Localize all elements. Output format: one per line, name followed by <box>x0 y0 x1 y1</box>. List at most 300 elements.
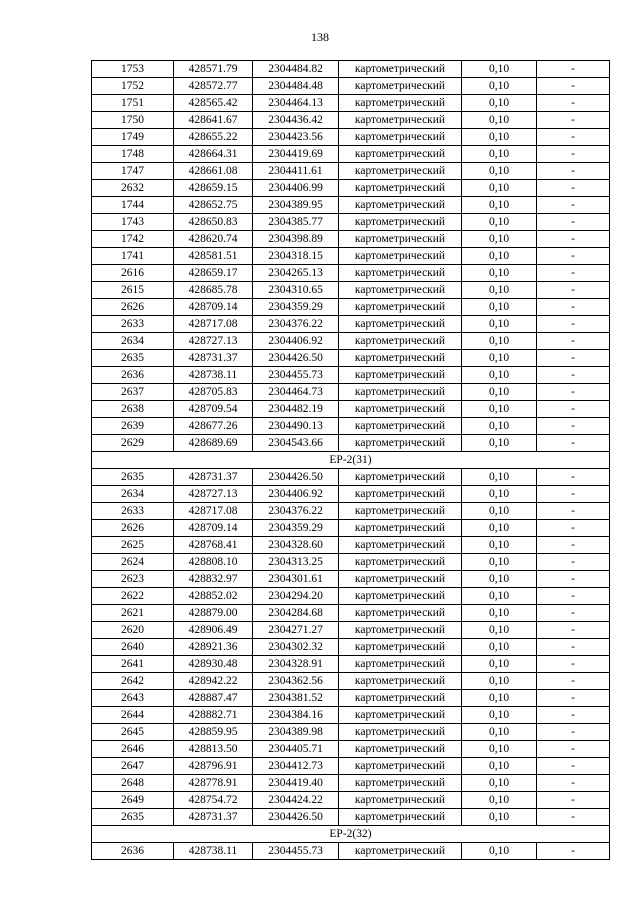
point-number-cell: 2622 <box>92 588 174 605</box>
table-row <box>92 299 610 316</box>
y-coordinate-cell: 2304464.73 <box>253 384 339 401</box>
note-cell: - <box>537 843 610 860</box>
note-cell: - <box>537 248 610 265</box>
accuracy-cell: 0,10 <box>462 401 537 418</box>
method-cell: картометрический <box>339 486 462 503</box>
y-coordinate-cell: 2304411.61 <box>253 163 339 180</box>
table-row <box>92 809 610 826</box>
note-cell: - <box>537 537 610 554</box>
x-coordinate-cell: 428813.50 <box>174 741 253 758</box>
point-number-cell: 1742 <box>92 231 174 248</box>
page-number: 138 <box>311 30 329 44</box>
table-row <box>92 571 610 588</box>
table-row <box>92 282 610 299</box>
point-number-cell: 2649 <box>92 792 174 809</box>
note-cell: - <box>537 418 610 435</box>
y-coordinate-cell: 2304385.77 <box>253 214 339 231</box>
x-coordinate-cell: 428709.14 <box>174 520 253 537</box>
accuracy-cell: 0,10 <box>462 656 537 673</box>
x-coordinate-cell: 428571.79 <box>174 61 253 78</box>
note-cell: - <box>537 316 610 333</box>
x-coordinate-cell: 428664.31 <box>174 146 253 163</box>
coordinates-table <box>91 60 610 860</box>
note-cell: - <box>537 333 610 350</box>
accuracy-cell: 0,10 <box>462 180 537 197</box>
y-coordinate-cell: 2304412.73 <box>253 758 339 775</box>
y-coordinate-cell: 2304455.73 <box>253 843 339 860</box>
note-cell: - <box>537 112 610 129</box>
y-coordinate-cell: 2304426.50 <box>253 350 339 367</box>
x-coordinate-cell: 428808.10 <box>174 554 253 571</box>
table-row <box>92 61 610 78</box>
accuracy-cell: 0,10 <box>462 741 537 758</box>
note-cell: - <box>537 571 610 588</box>
y-coordinate-cell: 2304484.82 <box>253 61 339 78</box>
accuracy-cell: 0,10 <box>462 639 537 656</box>
method-cell: картометрический <box>339 707 462 724</box>
section-label: ЕР-2(32) <box>92 826 610 843</box>
point-number-cell: 2643 <box>92 690 174 707</box>
point-number-cell: 1741 <box>92 248 174 265</box>
note-cell: - <box>537 588 610 605</box>
method-cell: картометрический <box>339 333 462 350</box>
accuracy-cell: 0,10 <box>462 95 537 112</box>
y-coordinate-cell: 2304384.16 <box>253 707 339 724</box>
x-coordinate-cell: 428796.91 <box>174 758 253 775</box>
note-cell: - <box>537 486 610 503</box>
method-cell: картометрический <box>339 639 462 656</box>
note-cell: - <box>537 724 610 741</box>
x-coordinate-cell: 428652.75 <box>174 197 253 214</box>
table-row <box>92 265 610 282</box>
y-coordinate-cell: 2304419.40 <box>253 775 339 792</box>
point-number-cell: 2634 <box>92 486 174 503</box>
table-row <box>92 435 610 452</box>
x-coordinate-cell: 428677.26 <box>174 418 253 435</box>
x-coordinate-cell: 428685.78 <box>174 282 253 299</box>
table-row <box>92 78 610 95</box>
y-coordinate-cell: 2304284.68 <box>253 605 339 622</box>
table-row <box>92 605 610 622</box>
y-coordinate-cell: 2304426.50 <box>253 469 339 486</box>
accuracy-cell: 0,10 <box>462 197 537 214</box>
point-number-cell: 2645 <box>92 724 174 741</box>
method-cell: картометрический <box>339 741 462 758</box>
x-coordinate-cell: 428659.15 <box>174 180 253 197</box>
point-number-cell: 2637 <box>92 384 174 401</box>
accuracy-cell: 0,10 <box>462 384 537 401</box>
note-cell: - <box>537 554 610 571</box>
note-cell: - <box>537 622 610 639</box>
method-cell: картометрический <box>339 214 462 231</box>
x-coordinate-cell: 428727.13 <box>174 333 253 350</box>
table-row <box>92 214 610 231</box>
method-cell: картометрический <box>339 775 462 792</box>
table-row <box>92 469 610 486</box>
point-number-cell: 2640 <box>92 639 174 656</box>
y-coordinate-cell: 2304464.13 <box>253 95 339 112</box>
point-number-cell: 2616 <box>92 265 174 282</box>
table-row <box>92 418 610 435</box>
note-cell: - <box>537 690 610 707</box>
method-cell: картометрический <box>339 418 462 435</box>
point-number-cell: 2623 <box>92 571 174 588</box>
x-coordinate-cell: 428717.08 <box>174 503 253 520</box>
table-row <box>92 248 610 265</box>
note-cell: - <box>537 673 610 690</box>
x-coordinate-cell: 428754.72 <box>174 792 253 809</box>
point-number-cell: 2642 <box>92 673 174 690</box>
x-coordinate-cell: 428859.95 <box>174 724 253 741</box>
method-cell: картометрический <box>339 605 462 622</box>
point-number-cell: 2621 <box>92 605 174 622</box>
accuracy-cell: 0,10 <box>462 707 537 724</box>
y-coordinate-cell: 2304455.73 <box>253 367 339 384</box>
accuracy-cell: 0,10 <box>462 316 537 333</box>
table-row <box>92 384 610 401</box>
accuracy-cell: 0,10 <box>462 367 537 384</box>
point-number-cell: 2635 <box>92 469 174 486</box>
note-cell: - <box>537 146 610 163</box>
y-coordinate-cell: 2304406.92 <box>253 486 339 503</box>
x-coordinate-cell: 428731.37 <box>174 469 253 486</box>
y-coordinate-cell: 2304318.15 <box>253 248 339 265</box>
accuracy-cell: 0,10 <box>462 673 537 690</box>
method-cell: картометрический <box>339 265 462 282</box>
accuracy-cell: 0,10 <box>462 758 537 775</box>
y-coordinate-cell: 2304424.22 <box>253 792 339 809</box>
accuracy-cell: 0,10 <box>462 248 537 265</box>
table-row <box>92 758 610 775</box>
accuracy-cell: 0,10 <box>462 333 537 350</box>
point-number-cell: 1753 <box>92 61 174 78</box>
note-cell: - <box>537 639 610 656</box>
point-number-cell: 1748 <box>92 146 174 163</box>
method-cell: картометрический <box>339 299 462 316</box>
note-cell: - <box>537 792 610 809</box>
accuracy-cell: 0,10 <box>462 724 537 741</box>
x-coordinate-cell: 428731.37 <box>174 809 253 826</box>
x-coordinate-cell: 428906.49 <box>174 622 253 639</box>
method-cell: картометрический <box>339 673 462 690</box>
note-cell: - <box>537 435 610 452</box>
table-row <box>92 792 610 809</box>
x-coordinate-cell: 428930.48 <box>174 656 253 673</box>
table-row <box>92 673 610 690</box>
method-cell: картометрический <box>339 588 462 605</box>
note-cell: - <box>537 775 610 792</box>
y-coordinate-cell: 2304302.32 <box>253 639 339 656</box>
point-number-cell: 2634 <box>92 333 174 350</box>
table-row <box>92 95 610 112</box>
section-label: ЕР-2(31) <box>92 452 610 469</box>
method-cell: картометрический <box>339 316 462 333</box>
table-row <box>92 401 610 418</box>
accuracy-cell: 0,10 <box>462 622 537 639</box>
method-cell: картометрический <box>339 282 462 299</box>
table-row <box>92 197 610 214</box>
note-cell: - <box>537 265 610 282</box>
point-number-cell: 2633 <box>92 503 174 520</box>
accuracy-cell: 0,10 <box>462 282 537 299</box>
note-cell: - <box>537 214 610 231</box>
y-coordinate-cell: 2304405.71 <box>253 741 339 758</box>
coordinates-table-body <box>92 61 610 860</box>
point-number-cell: 2615 <box>92 282 174 299</box>
table-row <box>92 503 610 520</box>
note-cell: - <box>537 61 610 78</box>
point-number-cell: 2648 <box>92 775 174 792</box>
x-coordinate-cell: 428738.11 <box>174 843 253 860</box>
method-cell: картометрический <box>339 792 462 809</box>
x-coordinate-cell: 428778.91 <box>174 775 253 792</box>
method-cell: картометрический <box>339 197 462 214</box>
method-cell: картометрический <box>339 435 462 452</box>
method-cell: картометрический <box>339 503 462 520</box>
point-number-cell: 1744 <box>92 197 174 214</box>
accuracy-cell: 0,10 <box>462 350 537 367</box>
table-row <box>92 146 610 163</box>
x-coordinate-cell: 428852.02 <box>174 588 253 605</box>
x-coordinate-cell: 428565.42 <box>174 95 253 112</box>
point-number-cell: 2646 <box>92 741 174 758</box>
table-row <box>92 690 610 707</box>
y-coordinate-cell: 2304362.56 <box>253 673 339 690</box>
method-cell: картометрический <box>339 350 462 367</box>
y-coordinate-cell: 2304359.29 <box>253 299 339 316</box>
table-row <box>92 656 610 673</box>
y-coordinate-cell: 2304328.91 <box>253 656 339 673</box>
method-cell: картометрический <box>339 520 462 537</box>
table-row <box>92 622 610 639</box>
point-number-cell: 1747 <box>92 163 174 180</box>
accuracy-cell: 0,10 <box>462 112 537 129</box>
table-row <box>92 639 610 656</box>
x-coordinate-cell: 428659.17 <box>174 265 253 282</box>
accuracy-cell: 0,10 <box>462 214 537 231</box>
note-cell: - <box>537 707 610 724</box>
note-cell: - <box>537 282 610 299</box>
section-header-row <box>92 452 610 469</box>
accuracy-cell: 0,10 <box>462 163 537 180</box>
note-cell: - <box>537 809 610 826</box>
x-coordinate-cell: 428882.71 <box>174 707 253 724</box>
table-row <box>92 112 610 129</box>
point-number-cell: 1751 <box>92 95 174 112</box>
y-coordinate-cell: 2304484.48 <box>253 78 339 95</box>
note-cell: - <box>537 384 610 401</box>
note-cell: - <box>537 231 610 248</box>
x-coordinate-cell: 428942.22 <box>174 673 253 690</box>
x-coordinate-cell: 428689.69 <box>174 435 253 452</box>
accuracy-cell: 0,10 <box>462 435 537 452</box>
point-number-cell: 1743 <box>92 214 174 231</box>
point-number-cell: 2626 <box>92 299 174 316</box>
method-cell: картометрический <box>339 656 462 673</box>
note-cell: - <box>537 163 610 180</box>
note-cell: - <box>537 367 610 384</box>
x-coordinate-cell: 428832.97 <box>174 571 253 588</box>
x-coordinate-cell: 428879.00 <box>174 605 253 622</box>
accuracy-cell: 0,10 <box>462 265 537 282</box>
method-cell: картометрический <box>339 537 462 554</box>
point-number-cell: 2647 <box>92 758 174 775</box>
method-cell: картометрический <box>339 724 462 741</box>
accuracy-cell: 0,10 <box>462 78 537 95</box>
table-row <box>92 231 610 248</box>
y-coordinate-cell: 2304301.61 <box>253 571 339 588</box>
point-number-cell: 1749 <box>92 129 174 146</box>
note-cell: - <box>537 350 610 367</box>
table-row <box>92 537 610 554</box>
accuracy-cell: 0,10 <box>462 418 537 435</box>
section-header-row <box>92 826 610 843</box>
x-coordinate-cell: 428620.74 <box>174 231 253 248</box>
method-cell: картометрический <box>339 401 462 418</box>
y-coordinate-cell: 2304398.89 <box>253 231 339 248</box>
point-number-cell: 2636 <box>92 843 174 860</box>
point-number-cell: 2641 <box>92 656 174 673</box>
accuracy-cell: 0,10 <box>462 129 537 146</box>
note-cell: - <box>537 741 610 758</box>
accuracy-cell: 0,10 <box>462 146 537 163</box>
accuracy-cell: 0,10 <box>462 554 537 571</box>
method-cell: картометрический <box>339 163 462 180</box>
y-coordinate-cell: 2304490.13 <box>253 418 339 435</box>
x-coordinate-cell: 428709.54 <box>174 401 253 418</box>
note-cell: - <box>537 605 610 622</box>
method-cell: картометрический <box>339 146 462 163</box>
x-coordinate-cell: 428661.08 <box>174 163 253 180</box>
point-number-cell: 2639 <box>92 418 174 435</box>
y-coordinate-cell: 2304359.29 <box>253 520 339 537</box>
x-coordinate-cell: 428572.77 <box>174 78 253 95</box>
accuracy-cell: 0,10 <box>462 588 537 605</box>
y-coordinate-cell: 2304389.95 <box>253 197 339 214</box>
note-cell: - <box>537 656 610 673</box>
point-number-cell: 2629 <box>92 435 174 452</box>
table-row <box>92 163 610 180</box>
accuracy-cell: 0,10 <box>462 843 537 860</box>
y-coordinate-cell: 2304406.92 <box>253 333 339 350</box>
table-row <box>92 588 610 605</box>
x-coordinate-cell: 428709.14 <box>174 299 253 316</box>
accuracy-cell: 0,10 <box>462 61 537 78</box>
method-cell: картометрический <box>339 248 462 265</box>
y-coordinate-cell: 2304389.98 <box>253 724 339 741</box>
x-coordinate-cell: 428887.47 <box>174 690 253 707</box>
method-cell: картометрический <box>339 180 462 197</box>
point-number-cell: 2635 <box>92 350 174 367</box>
point-number-cell: 1750 <box>92 112 174 129</box>
table-row <box>92 180 610 197</box>
note-cell: - <box>537 520 610 537</box>
table-row <box>92 554 610 571</box>
point-number-cell: 1752 <box>92 78 174 95</box>
point-number-cell: 2620 <box>92 622 174 639</box>
note-cell: - <box>537 197 610 214</box>
point-number-cell: 2636 <box>92 367 174 384</box>
y-coordinate-cell: 2304543.66 <box>253 435 339 452</box>
accuracy-cell: 0,10 <box>462 503 537 520</box>
accuracy-cell: 0,10 <box>462 792 537 809</box>
x-coordinate-cell: 428738.11 <box>174 367 253 384</box>
point-number-cell: 2624 <box>92 554 174 571</box>
table-row <box>92 520 610 537</box>
point-number-cell: 2632 <box>92 180 174 197</box>
accuracy-cell: 0,10 <box>462 231 537 248</box>
method-cell: картометрический <box>339 384 462 401</box>
y-coordinate-cell: 2304265.13 <box>253 265 339 282</box>
point-number-cell: 2625 <box>92 537 174 554</box>
point-number-cell: 2644 <box>92 707 174 724</box>
method-cell: картометрический <box>339 129 462 146</box>
table-row <box>92 367 610 384</box>
accuracy-cell: 0,10 <box>462 690 537 707</box>
method-cell: картометрический <box>339 78 462 95</box>
note-cell: - <box>537 129 610 146</box>
y-coordinate-cell: 2304376.22 <box>253 316 339 333</box>
note-cell: - <box>537 180 610 197</box>
method-cell: картометрический <box>339 554 462 571</box>
y-coordinate-cell: 2304313.25 <box>253 554 339 571</box>
accuracy-cell: 0,10 <box>462 299 537 316</box>
note-cell: - <box>537 95 610 112</box>
y-coordinate-cell: 2304328.60 <box>253 537 339 554</box>
method-cell: картометрический <box>339 112 462 129</box>
accuracy-cell: 0,10 <box>462 486 537 503</box>
method-cell: картометрический <box>339 758 462 775</box>
table-row <box>92 775 610 792</box>
x-coordinate-cell: 428717.08 <box>174 316 253 333</box>
y-coordinate-cell: 2304436.42 <box>253 112 339 129</box>
accuracy-cell: 0,10 <box>462 537 537 554</box>
y-coordinate-cell: 2304482.19 <box>253 401 339 418</box>
table-row <box>92 486 610 503</box>
y-coordinate-cell: 2304271.27 <box>253 622 339 639</box>
point-number-cell: 2633 <box>92 316 174 333</box>
table-row <box>92 741 610 758</box>
method-cell: картометрический <box>339 367 462 384</box>
note-cell: - <box>537 503 610 520</box>
accuracy-cell: 0,10 <box>462 605 537 622</box>
method-cell: картометрический <box>339 690 462 707</box>
x-coordinate-cell: 428727.13 <box>174 486 253 503</box>
y-coordinate-cell: 2304406.99 <box>253 180 339 197</box>
accuracy-cell: 0,10 <box>462 520 537 537</box>
table-row <box>92 316 610 333</box>
x-coordinate-cell: 428641.67 <box>174 112 253 129</box>
note-cell: - <box>537 78 610 95</box>
accuracy-cell: 0,10 <box>462 775 537 792</box>
method-cell: картометрический <box>339 61 462 78</box>
table-row <box>92 707 610 724</box>
y-coordinate-cell: 2304419.69 <box>253 146 339 163</box>
x-coordinate-cell: 428768.41 <box>174 537 253 554</box>
accuracy-cell: 0,10 <box>462 809 537 826</box>
note-cell: - <box>537 299 610 316</box>
x-coordinate-cell: 428731.37 <box>174 350 253 367</box>
method-cell: картометрический <box>339 622 462 639</box>
y-coordinate-cell: 2304294.20 <box>253 588 339 605</box>
table-row <box>92 724 610 741</box>
y-coordinate-cell: 2304376.22 <box>253 503 339 520</box>
method-cell: картометрический <box>339 95 462 112</box>
x-coordinate-cell: 428655.22 <box>174 129 253 146</box>
y-coordinate-cell: 2304423.56 <box>253 129 339 146</box>
y-coordinate-cell: 2304426.50 <box>253 809 339 826</box>
accuracy-cell: 0,10 <box>462 469 537 486</box>
